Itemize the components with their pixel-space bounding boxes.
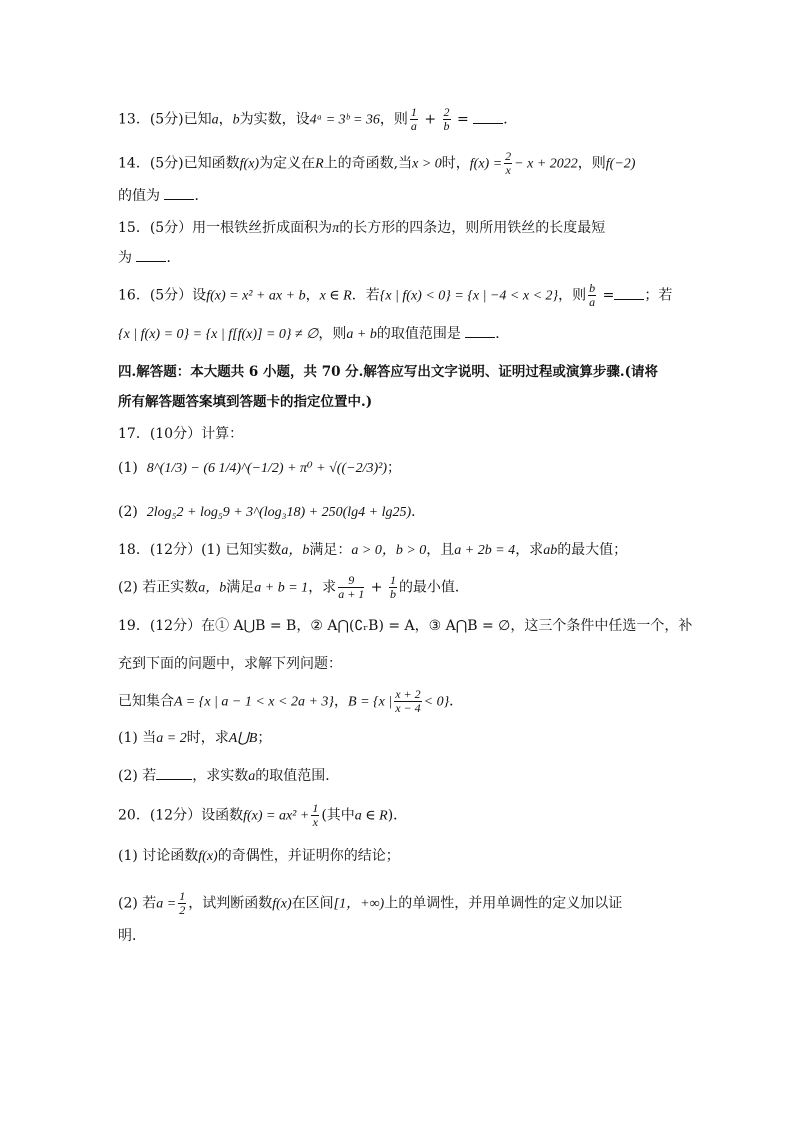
numerator: 1 [389, 573, 396, 587]
fraction-2-over-x [504, 150, 512, 177]
question-19-line-5 [118, 766, 339, 787]
fraction-1-over-x [311, 802, 319, 829]
fx: f(x) [272, 896, 292, 912]
question-20-line-3 [118, 890, 622, 917]
pi: π [332, 221, 340, 236]
question-15-line-1 [118, 218, 605, 239]
period: ． [194, 188, 209, 204]
q19-text: 已知集合 [118, 693, 174, 710]
equals: = [452, 111, 469, 128]
q15-text: 15．(5分）用一根铁丝折成面积为 [118, 220, 333, 236]
q18-text: 的最小值． [398, 579, 469, 596]
answer-blank [164, 187, 194, 200]
equals: = [598, 287, 615, 304]
q14-text: 为定义在 [259, 155, 316, 172]
question-19-line-4 [118, 728, 271, 749]
numerator: 2 [443, 105, 450, 119]
q20-text: 在区间 [291, 895, 334, 912]
denominator: a + 1 [338, 587, 365, 601]
numerator: 1 [312, 801, 319, 815]
set-A: A = {x | a − 1 < x < 2a + 3} [174, 694, 335, 710]
question-20-line-1 [118, 802, 407, 829]
q20-text: (2) 若 [118, 895, 157, 912]
union: A⋃B [228, 731, 258, 746]
numerator: 1 [410, 105, 417, 119]
answer-blank [465, 325, 495, 338]
q19-text: ，求实数 [192, 768, 249, 784]
fx: f(x) [239, 156, 260, 172]
part-label: (1) [118, 460, 138, 476]
q20-text: (其中 [321, 807, 355, 824]
denominator: x − 4 [395, 701, 421, 715]
section-header-line-1: 四.解答题：本大题共 6 小题，共 70 分.解答应写出文字说明、证明过程或演算步骤.(请将 [118, 364, 658, 380]
q16-text: ，则 [558, 287, 587, 304]
fraction-set-B [394, 688, 421, 715]
q18-text: 18．(12分）(1) 已知实数 [118, 542, 282, 558]
comma: ， [334, 693, 349, 710]
q14-text: 的值为 [118, 188, 160, 204]
set-B: B = {x | [348, 694, 393, 710]
period: ． [495, 326, 510, 342]
q14-text: ，则 [577, 155, 606, 172]
fraction-9-over-a-plus-1 [338, 574, 364, 601]
vars: a，b [281, 543, 310, 558]
interval: [1，+∞) [333, 896, 385, 912]
period: ． [411, 504, 426, 520]
question-15-line-2 [118, 248, 180, 268]
q19-text: (2) 若 [118, 768, 157, 784]
comma: ， [218, 111, 233, 128]
q18-text: ，求 [515, 542, 544, 558]
question-20-line-2 [118, 846, 400, 867]
numerator: x + 2 [395, 687, 421, 701]
equation: a + b = 1 [254, 580, 309, 596]
answer-blank [136, 249, 166, 262]
denominator: 2 [179, 903, 186, 917]
fraction-1-over-a [410, 106, 418, 133]
denominator: b [389, 587, 396, 601]
question-18-line-1 [118, 540, 627, 561]
plus: + [419, 111, 441, 128]
q18-text: 满足 [226, 579, 255, 596]
fx-def: f(x) = x² + ax + b [206, 288, 306, 304]
denominator: a [589, 295, 596, 309]
fraction-2-over-b [443, 106, 451, 133]
var-a: a [211, 112, 219, 128]
denominator: b [443, 119, 450, 133]
q19-text: (1) 当 [118, 730, 157, 746]
f-neg-2: f(−2) [605, 156, 636, 172]
set-R: R [315, 156, 324, 172]
fraction-1-over-b [389, 574, 397, 601]
comma: ， [305, 287, 320, 304]
set-B-end: < 0} [423, 694, 450, 710]
q20-text: 上的单调性，并用单调性的定义加以证 [384, 895, 623, 912]
x-in-R: x ∈ R [319, 288, 352, 304]
q16-text: ．若 [351, 287, 380, 304]
plus: + [366, 579, 387, 596]
question-16-line-1 [118, 282, 672, 309]
fraction-b-over-a [588, 282, 596, 309]
numerator: 2 [505, 149, 512, 163]
question-13 [118, 106, 517, 133]
fraction-one-half [178, 890, 186, 917]
a-in-R: a ∈ R [354, 808, 388, 824]
answer-blank [156, 767, 192, 780]
question-17-part-2 [118, 502, 425, 523]
q15-text: 为 [118, 250, 132, 266]
vars: a，b [198, 580, 227, 596]
fx-def: f(x) = ax² + [243, 808, 310, 824]
expression: 8^(1/3) − (6 1/4)^(−1/2) + π⁰ + √((−2/3)²) [146, 461, 387, 476]
question-17-head: 17．(10分）计算： [118, 426, 244, 442]
product: ab [543, 543, 558, 558]
question-20-line-4: 明． [118, 928, 146, 944]
question-18-line-2 [118, 574, 469, 601]
set-1: {x | f(x) < 0} = {x | −4 < x < 2} [379, 288, 559, 304]
semicolon: ； [387, 460, 401, 476]
denominator: a [410, 119, 417, 133]
var-b: b [232, 112, 240, 128]
q18-text: 的最大值； [557, 542, 628, 558]
q13-then: ，则 [379, 111, 408, 128]
q13-prefix: 13．(5分)已知 [118, 111, 212, 128]
q20-text: 的奇偶性，并证明你的结论； [217, 848, 400, 864]
expression: 2log₅2 + log₅9 + 3^(log₃18) + 250(lg4 + lg25) [146, 505, 412, 520]
part-label: (2) [118, 504, 138, 520]
question-19-line-3 [118, 688, 463, 715]
period: ． [503, 111, 518, 128]
var-a: a [248, 769, 256, 784]
q16-text: 16．(5分）设 [118, 287, 207, 304]
numerator: b [589, 281, 596, 295]
question-16-line-2 [118, 324, 509, 345]
answer-blank [614, 287, 644, 300]
answer-blank [473, 111, 503, 124]
q13-equation: 4ᵃ = 3ᵇ = 36 [309, 112, 380, 128]
q18-text: ，求 [308, 579, 337, 596]
q16-text: ；若 [644, 287, 673, 304]
question-17-part-1 [118, 458, 401, 479]
a-equals: a = [156, 896, 177, 912]
numerator: 9 [338, 574, 364, 588]
question-14-line-2 [118, 186, 208, 206]
fx-def: f(x) = [469, 156, 503, 172]
q20-text: 20．(12分）设函数 [118, 807, 244, 824]
q19-text: 的取值范围． [255, 768, 340, 784]
q16-text: 的取值范围是 [376, 326, 461, 342]
q16-text: ，则 [318, 326, 347, 342]
condition: x > 0 [412, 156, 442, 172]
section-header-line-2: 所有解答题答案填到答题卡的指定位置中.) [118, 394, 373, 410]
q14-text: 时， [441, 155, 470, 172]
period: ． [449, 693, 464, 710]
q20-text: )． [387, 807, 408, 824]
question-14-line-1 [118, 150, 635, 177]
semicolon: ； [257, 730, 272, 746]
equation: a + 2b = 4 [454, 543, 516, 558]
expression: − x + 2022 [514, 156, 578, 172]
q14-text: 上的奇函数,当 [323, 155, 413, 172]
q19-text: 时，求 [186, 730, 229, 746]
a-equals-2: a = 2 [156, 731, 187, 746]
q18-text: (2) 若正实数 [118, 579, 199, 596]
condition: a > 0，b > 0 [351, 543, 427, 558]
question-19-line-2: 充到下面的问题中，求解下列问题： [118, 656, 342, 672]
q18-text: 满足： [309, 542, 352, 558]
q13-text: 为实数，设 [239, 111, 310, 128]
numerator: 1 [179, 889, 186, 903]
set-2: {x | f(x) = 0} = {x | f[f(x)] = 0} ≠ ∅ [118, 327, 319, 342]
q14-text: 14．(5分)已知函数 [118, 155, 240, 172]
q20-text: ，试判断函数 [188, 895, 273, 912]
denominator: x [505, 163, 511, 177]
q18-text: ，且 [426, 542, 455, 558]
a-plus-b: a + b [346, 327, 377, 342]
period: ． [166, 250, 181, 266]
q20-text: (1) 讨论函数 [118, 848, 199, 864]
question-19-line-1: 19．(12分）在① A⋃B = B，② A⋂(∁ᵣB) = A，③ A⋂B = ∅，这三个条件中任选一个，补 [118, 618, 693, 634]
denominator: x [312, 815, 318, 829]
fx: f(x) [198, 849, 218, 864]
q15-text: 的长方形的四条边，则所用铁丝的长度最短 [339, 220, 606, 236]
